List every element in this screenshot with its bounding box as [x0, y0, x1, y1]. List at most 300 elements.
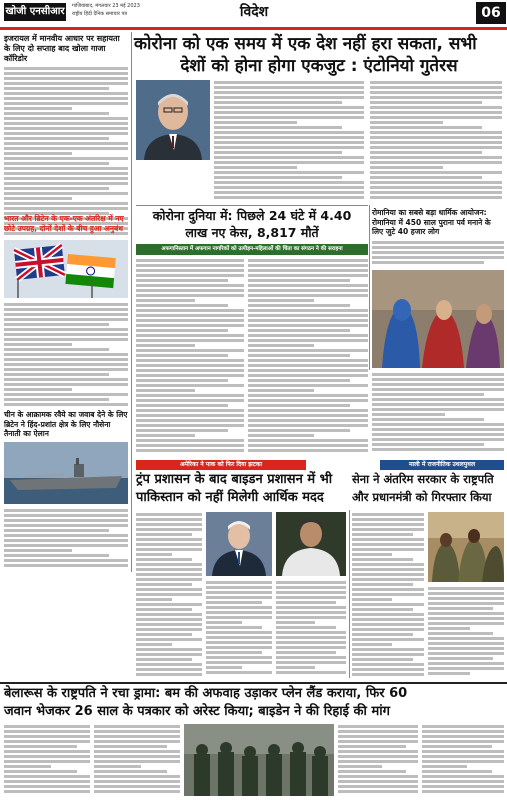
text-line — [136, 394, 244, 397]
text-line — [4, 177, 128, 180]
text-line — [370, 96, 502, 99]
text-line — [136, 563, 202, 566]
text-line — [276, 631, 346, 634]
text-line — [4, 564, 128, 567]
text-line — [94, 755, 180, 758]
text-line — [352, 538, 424, 541]
center-afghan-text-col3 — [372, 372, 504, 454]
text-line — [276, 646, 346, 649]
text-line — [248, 289, 368, 292]
text-line — [136, 593, 202, 596]
text-line — [276, 636, 346, 639]
text-line — [4, 544, 128, 547]
text-line — [136, 668, 202, 671]
text-line — [352, 548, 424, 551]
text-line — [428, 627, 470, 630]
afghan-banner: अफगानिस्तान में अफगान नागरिकों को उत्पीड़न-महिलाओं की चिंता का संगठन ने की सराहना — [136, 244, 368, 255]
guterres-portrait-photo — [136, 80, 210, 160]
text-line — [136, 568, 202, 571]
belarus-headline-line2: जवान भेजकर 26 साल के पत्रकार को अरेस्ट किया; बाइडेन ने की रिहाई की मांग — [4, 704, 390, 719]
text-line — [370, 86, 502, 89]
text-line — [136, 553, 172, 556]
text-line — [136, 653, 202, 656]
text-line — [248, 314, 368, 317]
text-line — [276, 606, 346, 609]
text-line — [338, 775, 418, 778]
text-line — [338, 790, 418, 793]
belarus-text-col1 — [4, 724, 90, 796]
text-line — [94, 775, 180, 778]
text-line — [136, 583, 192, 586]
text-line — [248, 369, 368, 372]
text-line — [352, 533, 413, 536]
text-line — [370, 156, 502, 159]
text-line — [136, 444, 244, 447]
text-line — [338, 780, 418, 783]
text-line — [352, 643, 392, 646]
text-line — [276, 671, 346, 674]
text-line — [276, 591, 346, 594]
text-line — [4, 534, 128, 537]
text-line — [372, 378, 504, 381]
text-line — [206, 606, 272, 609]
text-line — [136, 638, 202, 641]
text-line — [428, 667, 504, 670]
text-line — [352, 568, 424, 571]
text-line — [276, 581, 346, 584]
text-line — [136, 613, 202, 616]
mali-text-col1 — [352, 512, 424, 676]
text-line — [4, 760, 90, 763]
text-line — [276, 621, 315, 624]
text-line — [4, 122, 128, 125]
dateline-sub: राष्ट्रीय हिंदी दैनिक समाचार पत्र — [72, 11, 128, 17]
text-line — [248, 374, 368, 377]
romania-text — [372, 240, 504, 268]
text-line — [4, 790, 90, 793]
text-line — [422, 775, 504, 778]
text-line — [372, 388, 504, 391]
text-line — [428, 632, 493, 635]
text-line — [214, 196, 364, 199]
aircraft-carrier-photo — [4, 442, 128, 504]
text-line — [4, 313, 128, 316]
text-line — [136, 314, 244, 317]
text-line — [136, 603, 202, 606]
text-line — [248, 299, 314, 302]
pak-headline-line1: ट्रंप प्रशासन के बाद बाइडन प्रशासन में भी — [136, 472, 333, 487]
text-line — [248, 449, 368, 452]
text-line — [422, 745, 492, 748]
text-line — [4, 157, 128, 160]
text-line — [4, 142, 128, 145]
text-line — [136, 558, 192, 561]
text-line — [214, 141, 364, 144]
center-lead-text — [214, 80, 364, 202]
belarus-protest-photo — [184, 724, 334, 796]
text-line — [370, 101, 482, 104]
text-line — [4, 378, 128, 381]
text-line — [276, 641, 346, 644]
text-line — [248, 359, 368, 362]
afghan-women-photo — [372, 270, 504, 368]
text-line — [4, 303, 128, 306]
text-line — [136, 548, 202, 551]
text-line — [4, 197, 72, 200]
text-line — [4, 388, 72, 391]
text-line — [4, 403, 128, 406]
text-line — [136, 598, 172, 601]
text-line — [372, 261, 484, 264]
text-line — [248, 279, 350, 282]
text-line — [372, 398, 504, 401]
text-line — [372, 383, 504, 386]
text-line — [206, 601, 262, 604]
text-line — [136, 399, 244, 402]
text-line — [352, 628, 424, 631]
text-line — [428, 657, 493, 660]
text-line — [338, 730, 418, 733]
text-line — [4, 187, 109, 190]
text-line — [352, 668, 424, 671]
text-line — [136, 364, 244, 367]
text-line — [4, 363, 128, 366]
text-line — [136, 259, 244, 262]
text-line — [4, 373, 109, 376]
text-line — [94, 725, 180, 728]
text-line — [4, 383, 128, 386]
text-line — [214, 151, 342, 154]
text-line — [422, 735, 504, 738]
text-line — [4, 398, 109, 401]
text-line — [206, 671, 272, 674]
text-line — [4, 343, 72, 346]
text-line — [352, 578, 424, 581]
text-line — [352, 523, 424, 526]
text-line — [136, 344, 195, 347]
text-line — [136, 578, 202, 581]
text-line — [370, 121, 443, 124]
text-line — [4, 308, 128, 311]
text-line — [372, 448, 504, 451]
text-line — [428, 647, 504, 650]
text-line — [338, 760, 418, 763]
text-line — [214, 146, 364, 149]
text-line — [4, 549, 72, 552]
right-column-divider — [369, 205, 370, 370]
text-line — [214, 126, 342, 129]
text-line — [248, 324, 368, 327]
text-line — [370, 166, 443, 169]
lead-headline-line1: कोरोना को एक समय में एक देश नहीं हरा सकता, सभी — [134, 34, 477, 54]
text-line — [94, 735, 180, 738]
text-line — [422, 780, 504, 783]
text-line — [136, 628, 202, 631]
text-line — [214, 171, 364, 174]
covid-headline-line1: कोरोना दुनिया में: पिछले 24 घंटे में 4.40 — [152, 208, 352, 223]
text-line — [206, 656, 272, 659]
text-line — [136, 389, 195, 392]
text-line — [136, 264, 244, 267]
left-story1-text — [4, 66, 128, 236]
text-line — [276, 651, 336, 654]
india-uk-flags-photo — [4, 240, 128, 298]
text-line — [248, 384, 368, 387]
text-line — [338, 770, 406, 773]
text-line — [370, 111, 502, 114]
text-line — [248, 414, 368, 417]
text-line — [4, 348, 109, 351]
text-line — [136, 384, 244, 387]
text-line — [206, 596, 272, 599]
text-line — [136, 284, 244, 287]
text-line — [136, 633, 192, 636]
text-line — [4, 162, 109, 165]
left-story3-text — [4, 508, 128, 570]
text-line — [428, 607, 493, 610]
text-line — [248, 264, 368, 267]
text-line — [422, 725, 504, 728]
text-line — [136, 533, 192, 536]
text-line — [352, 573, 424, 576]
text-line — [214, 176, 342, 179]
center-lead-text-col2 — [370, 80, 502, 202]
text-line — [94, 745, 167, 748]
pak-text-col3 — [276, 580, 346, 676]
text-line — [206, 661, 272, 664]
text-line — [136, 538, 202, 541]
section-title: विदेश — [239, 4, 269, 20]
text-line — [352, 663, 424, 666]
text-line — [4, 755, 90, 758]
text-line — [94, 750, 180, 753]
text-line — [214, 116, 364, 119]
text-line — [370, 181, 502, 184]
text-line — [372, 241, 504, 244]
mali-soldiers-photo — [428, 512, 504, 582]
text-line — [352, 528, 424, 531]
text-line — [4, 107, 72, 110]
brand-logo: खोजी एनसीआर — [4, 3, 66, 21]
text-line — [276, 626, 336, 629]
text-line — [4, 87, 109, 90]
text-line — [276, 661, 346, 664]
pak-banner: अमेरिका ने पाक को फिर दिया झटका — [136, 460, 306, 470]
mali-headline-line1: सेना ने अंतरिम सरकार के राष्ट्रपति — [352, 472, 494, 486]
text-line — [4, 730, 90, 733]
text-line — [4, 127, 128, 130]
text-line — [370, 126, 482, 129]
text-line — [206, 641, 272, 644]
text-line — [136, 414, 244, 417]
text-line — [372, 418, 484, 421]
text-line — [4, 519, 128, 522]
text-line — [136, 324, 244, 327]
text-line — [136, 663, 202, 666]
left-story2-headline: भारत और ब्रिटेन के एक-एक अंतरिक्ष में नए छोटे उपग्रह, दोनों देशों के बीच हुआ अनुबंध — [4, 214, 124, 233]
text-line — [136, 409, 244, 412]
text-line — [4, 92, 128, 95]
text-line — [214, 156, 364, 159]
text-line — [136, 279, 228, 282]
center-afghan-text-col2 — [248, 258, 368, 454]
text-line — [136, 429, 228, 432]
text-line — [214, 136, 364, 139]
text-line — [248, 259, 368, 262]
text-line — [4, 740, 90, 743]
text-line — [4, 97, 128, 100]
text-line — [4, 750, 90, 753]
text-line — [136, 404, 228, 407]
text-line — [136, 329, 228, 332]
text-line — [352, 583, 413, 586]
header-rule — [0, 27, 507, 30]
text-line — [214, 101, 342, 104]
text-line — [276, 586, 346, 589]
biden-photo — [206, 512, 272, 576]
text-line — [136, 294, 244, 297]
text-line — [214, 161, 364, 164]
text-line — [370, 176, 482, 179]
text-line — [422, 740, 504, 743]
text-line — [136, 513, 202, 516]
text-line — [136, 543, 202, 546]
romania-headline: रोमानिया का सबसे बड़ा धार्मिक आयोजन: रोमानिया में 450 साल पुराना पर्व मनाने के लिए जुटे 40 हजार लोग — [372, 208, 491, 236]
text-line — [136, 608, 192, 611]
text-line — [248, 404, 350, 407]
text-line — [352, 518, 424, 521]
text-line — [4, 67, 128, 70]
text-line — [4, 524, 128, 527]
text-line — [422, 730, 504, 733]
text-line — [4, 554, 109, 557]
text-line — [136, 618, 202, 621]
text-line — [4, 207, 128, 210]
text-line — [248, 309, 368, 312]
text-line — [370, 91, 502, 94]
text-line — [136, 349, 244, 352]
text-line — [4, 77, 128, 80]
text-line — [352, 618, 424, 621]
belarus-text-col3 — [338, 724, 418, 796]
text-line — [428, 642, 504, 645]
text-line — [4, 358, 128, 361]
text-line — [136, 319, 244, 322]
text-line — [372, 246, 504, 249]
text-line — [370, 131, 502, 134]
text-line — [206, 651, 262, 654]
text-line — [136, 369, 244, 372]
text-line — [422, 770, 492, 773]
text-line — [136, 643, 172, 646]
text-line — [136, 299, 195, 302]
text-line — [248, 429, 350, 432]
text-line — [428, 587, 504, 590]
text-line — [248, 379, 350, 382]
text-line — [136, 269, 244, 272]
belarus-text-col2 — [94, 724, 180, 796]
text-line — [214, 186, 364, 189]
text-line — [352, 553, 392, 556]
belarus-headline-line1: बेलारूस के राष्ट्रपति ने रचा ड्रामा: बम की अफवाह उड़ाकर प्लेन लैंड कराया, फिर 60 — [4, 686, 408, 701]
text-line — [352, 603, 424, 606]
text-line — [248, 294, 368, 297]
belarus-text-col4 — [422, 724, 504, 796]
text-line — [370, 136, 502, 139]
text-line — [248, 354, 350, 357]
text-line — [214, 111, 364, 114]
text-line — [136, 434, 195, 437]
text-line — [4, 82, 128, 85]
text-line — [338, 785, 418, 788]
text-line — [428, 592, 504, 595]
text-line — [4, 333, 128, 336]
text-line — [214, 86, 364, 89]
text-line — [4, 182, 128, 185]
text-line — [136, 673, 202, 676]
text-line — [206, 591, 272, 594]
dateline: गाजियाबाद, मंगलवार 23 मई 2023 — [72, 3, 140, 9]
text-line — [136, 528, 202, 531]
text-line — [248, 269, 368, 272]
text-line — [370, 186, 502, 189]
text-line — [214, 81, 364, 84]
text-line — [428, 612, 504, 615]
text-line — [338, 755, 418, 758]
text-line — [428, 617, 504, 620]
text-line — [4, 559, 128, 562]
left-column-divider — [131, 32, 132, 572]
text-line — [94, 780, 180, 783]
text-line — [372, 428, 504, 431]
text-line — [136, 354, 228, 357]
text-line — [422, 755, 504, 758]
text-line — [352, 658, 413, 661]
text-line — [206, 611, 272, 614]
text-line — [276, 656, 346, 659]
text-line — [422, 765, 467, 768]
text-line — [248, 394, 368, 397]
text-line — [4, 368, 128, 371]
text-line — [428, 637, 504, 640]
text-line — [136, 588, 202, 591]
text-line — [136, 523, 202, 526]
text-line — [94, 765, 141, 768]
text-line — [206, 666, 242, 669]
text-line — [428, 662, 504, 665]
text-line — [248, 439, 368, 442]
text-line — [352, 593, 424, 596]
text-line — [248, 349, 368, 352]
text-line — [352, 653, 424, 656]
text-line — [422, 790, 504, 793]
text-line — [4, 112, 109, 115]
text-line — [136, 419, 244, 422]
text-line — [136, 623, 202, 626]
text-line — [214, 91, 364, 94]
text-line — [338, 745, 406, 748]
text-line — [428, 597, 504, 600]
text-line — [206, 616, 272, 619]
mali-banner: माली में राजनीतिक उथलपुथल — [380, 460, 504, 470]
text-line — [206, 631, 272, 634]
text-line — [214, 166, 297, 169]
left-story3-headline: चीन के आक्रामक रवैये का जवाब देने के लिए ब्रिटेन ने हिंद-प्रशांत क्षेत्र के लिए नौसेना तैनाती का ऐलान — [4, 410, 128, 438]
text-line — [352, 588, 424, 591]
text-line — [4, 770, 77, 773]
text-line — [4, 509, 128, 512]
text-line — [248, 424, 368, 427]
